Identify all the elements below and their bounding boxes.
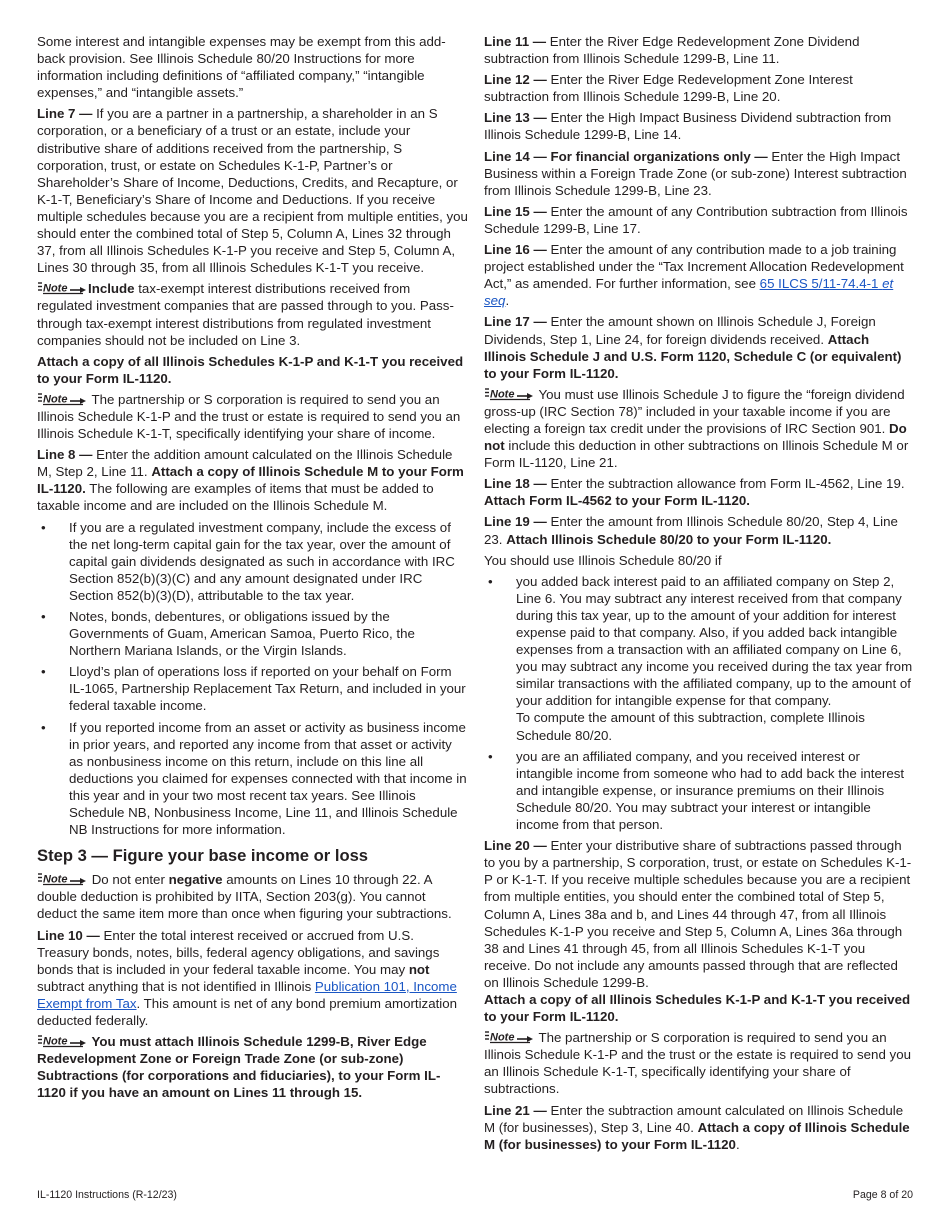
note-text: The partnership or S corporation is required to send you an Illinois Schedule K-1-P and the trust or the estate is required to send you an Illinois Schedule K-1-T, specifically identifying your share of subtractions. — [484, 1030, 911, 1097]
list-item: • If you reported income from an asset or activity as business income in prior years, and reported any income from that asset or activity as nonbusiness income on this return, include on this line all deductions you claimed for expenses connected with that income in this year and in your two most recent tax years. See Illinois Schedule NB, Nonbusiness Income, Line 11, and Illinois Schedule NB Instructions for more information. — [37, 719, 469, 839]
line-13-text: Enter the High Impact Business Dividend subtraction from Illinois Schedule 1299-B, Line 14. — [484, 110, 892, 143]
line-21-paragraph — [484, 1102, 914, 1153]
note-text-2: include this deduction in other subtractions on Illinois Schedule M or Form IL-1120, Line 21. — [484, 438, 909, 471]
line-15-label: Line 15 — — [484, 203, 547, 219]
line-14-label: Line 14 — For financial organizations only — — [484, 148, 768, 164]
schedule-8020-conditions-list — [484, 573, 914, 833]
line-17-paragraph — [484, 313, 914, 381]
line-10-text: Enter the total interest received or accrued from U.S. Treasury bonds, notes, bills, federal agency obligations, and savings bonds that is included in your federal taxable income. You may — [37, 927, 440, 977]
line-11-paragraph — [484, 33, 914, 67]
line-10-bold: not — [408, 961, 430, 977]
list-item: • you are an affiliated company, and you received interest or intangible income from someone who had to add back the interest and intangible expense, or insurance premiums on their Illinois Schedule 80/20. You may subtract your interest or intangible income from that person. — [484, 748, 914, 833]
note-text: tax-exempt interest distributions received from regulated investment companies that are passed through to you. Pass-through tax-exempt interest distributions from regulated investment companies should not be included on Line 3. — [37, 281, 454, 348]
line-8-label: Line 8 — — [37, 447, 93, 463]
note-paragraph — [37, 280, 469, 348]
line-21-end: . — [735, 1136, 740, 1152]
note-paragraph — [37, 1033, 469, 1101]
left-column — [37, 33, 469, 1105]
list-item-continuation: To compute the amount of this subtraction, complete Illinois Schedule 80/20. — [516, 710, 865, 743]
addition-examples-list — [37, 519, 469, 839]
note-paragraph — [484, 1029, 914, 1097]
line-21-label: Line 21 — — [484, 1102, 547, 1118]
note-icon — [37, 1033, 87, 1048]
line-20-paragraph — [484, 837, 914, 991]
line-18-attach: Attach Form IL-4562 to your Form IL-1120. — [484, 493, 750, 509]
line-19-paragraph — [484, 513, 914, 547]
note-icon — [484, 386, 534, 401]
line-17-attach: Attach Illinois Schedule J and U.S. Form 1120, Schedule C (or equivalent) to your Form IL-1120. — [484, 331, 902, 381]
line-8-paragraph — [37, 446, 469, 514]
list-item: • Notes, bonds, debentures, or obligations issued by the Governments of Guam, American Samoa, Puerto Rico, the Northern Mariana Islands, or the Virgin Islands. — [37, 608, 469, 659]
right-column — [484, 33, 914, 1157]
note-paragraph — [37, 391, 469, 442]
line-18-paragraph — [484, 475, 914, 509]
line-16-label: Line 16 — — [484, 242, 547, 258]
line-7-label: Line 7 — — [37, 106, 93, 122]
line-19-attach: Attach Illinois Schedule 80/20 to your Form IL-1120. — [506, 531, 832, 547]
line-11-text: Enter the River Edge Redevelopment Zone Dividend subtraction from Illinois Schedule 1299-B, Line 11. — [484, 34, 860, 67]
line-10-paragraph — [37, 927, 469, 1030]
note-bold: Do not — [484, 420, 907, 454]
line-10-text-2: subtract anything that is not identified in Illinois — [37, 978, 315, 994]
line-19-label: Line 19 — — [484, 514, 547, 530]
line-20-text: Enter your distributive share of subtractions passed through to you by a partnership, S corporation, trust, or estate on Schedules K-1-P or K-1-T. If you receive multiple schedules because you are a recipient from multiple entities, you should enter the combined total of Step 5, Column A, Lines 38a and b, and Lines 44 through 47, from all Illinois Schedules K-1-P you receive and Step 5, Column A, Lines 36a through 38 and Lines 41 through 45, from all Illinois Schedules K-1-T you receive. Do not include any amounts passed through that are reflected on Illinois Schedule 1299-B. — [484, 838, 912, 990]
line-20-label: Line 20 — — [484, 838, 547, 854]
list-item: • If you are a regulated investment company, include the excess of the net long-term capital gain for the tax year, over the amount of capital gain dividends designated as such in accordance with IRC Section 852(b)(3)(C) and any amount designated under IRC Section 852(b)(3)(D), attributable to the tax year. — [37, 519, 469, 604]
line-12-label: Line 12 — — [484, 72, 547, 88]
note-icon — [37, 280, 87, 295]
footer-form-id: IL-1120 Instructions (R-12/23) — [37, 1189, 177, 1201]
line-17-label: Line 17 — — [484, 314, 547, 330]
line-10-label: Line 10 — — [37, 927, 100, 943]
list-item: • Lloyd’s plan of operations loss if reported on your behalf on Form IL-1065, Partnership Replacement Tax Return, and included in your federal taxable income. — [37, 663, 469, 714]
line-19-text: Enter the amount from Illinois Schedule 80/20, Step 4, Line 23. — [484, 514, 898, 547]
note-icon — [37, 871, 87, 886]
line-16-text: Enter the amount of any contribution made to a job training project established under the “Tax Increment Allocation Redevelopment Act,” as amended. For further information, see — [484, 242, 904, 292]
line-12-paragraph — [484, 71, 914, 105]
line-18-label: Line 18 — — [484, 476, 547, 492]
use-schedule-8020-intro: You should use Illinois Schedule 80/20 if — [484, 552, 722, 568]
note-icon — [484, 1029, 534, 1044]
list-item-text: you added back interest paid to an affiliated company on Step 2, Line 6. You may subtract any interest received from that company during this tax year, up to the amount of your addition for interest expense paid to that company. Also, if you added back intangible expenses from a transaction with an affiliated company on Line 6, you may subtract any income you received during the tax year from similar transactions with the affiliated company, up to the amount of your addition for intangible expense for that company. — [516, 573, 913, 709]
note-bold: Include — [88, 281, 135, 297]
line-21-text: Enter the subtraction amount calculated on Illinois Schedule M (for businesses), Step 3, Line 40. — [484, 1102, 904, 1135]
line-8-attach: Attach a copy of Illinois Schedule M to your Form IL-1120. — [37, 464, 464, 497]
note-bold: negative — [168, 872, 223, 888]
step-3-heading: Step 3 — Figure your base income or loss — [37, 846, 369, 866]
footer-page-number: Page 8 of 20 — [852, 1189, 913, 1201]
line-18-text: Enter the subtraction allowance from Form IL-4562, Line 19. — [546, 476, 905, 492]
attach-k1-instruction: Attach a copy of all Illinois Schedules K-1-P and K-1-T you received to your Form IL-1120. — [484, 991, 911, 1025]
note-text: You must attach Illinois Schedule 1299-B, River Edge Redevelopment Zone or Foreign Trade Zone (or sub-zone) Subtractions (for corporations and fiduciaries), to your Form IL-1120 if you have an amount on Lines 11 through 15. — [37, 1034, 441, 1101]
line-15-text: Enter the amount of any Contribution subtraction from Illinois Schedule 1299-B, Line 17. — [484, 203, 908, 236]
line-15-paragraph — [484, 203, 914, 237]
line-8-text-2: The following are examples of items that must be added to taxable income and are included on the Illinois Schedule M. — [37, 481, 434, 514]
line-16-paragraph — [484, 241, 914, 309]
line-14-paragraph — [484, 148, 914, 199]
note-paragraph — [37, 871, 469, 922]
line-21-attach: Attach a copy of Illinois Schedule M (for businesses) to your Form IL-1120 — [484, 1119, 910, 1152]
line-8-text: Enter the addition amount calculated on the Illinois Schedule M, Step 2, Line 11. — [37, 447, 453, 480]
publication-101-link[interactable]: Publication 101, Income Exempt from Tax — [37, 978, 457, 1011]
ilcs-link-text: 65 ILCS 5/11-74.4-1 — [759, 276, 879, 292]
line-14-text: Enter the High Impact Business within a Foreign Trade Zone (or sub-zone) Interest subtraction from Illinois Schedule 1299-B, Line 23. — [484, 148, 907, 198]
line-7-paragraph — [37, 105, 469, 276]
line-11-label: Line 11 — — [484, 34, 547, 49]
line-10-text-3: . This amount is net of any bond premium amortization deducted federally. — [37, 995, 458, 1028]
line-7-text: If you are a partner in a partnership, a shareholder in an S corporation, or a beneficiary of a trust or an estate, include your distributive share of additions received from the partnership, S corporation, trust, or estate on Schedules K-1-P, Partner’s or Shareholder’s Share of Income, Deductions, Credits, and Recapture, or K-1-T, Beneficiary’s Share of Income and Deductions. If you receive multiple schedules because you are a recipient from multiple entities, you should enter the combined total of Step 5, Column A, Lines 32 through 37, from all Illinois Schedules K-1-P you receive and Step 5, Column A, Lines 30 through 35, from all Illinois Schedules K-1-T you receive. — [37, 106, 468, 276]
line-16-end: . — [505, 293, 510, 309]
note-text: You must use Illinois Schedule J to figure the “foreign dividend gross-up (IRC Section 78)” included in your taxable income if you are electing a foreign tax credit under the provisions of IRC Section 901. — [484, 386, 905, 436]
line-13-label: Line 13 — — [484, 110, 547, 126]
note-text-2: amounts on Lines 10 through 22. A double deduction is prohibited by IITA, Section 203(g). You cannot deduct the same item more than once when figuring your subtractions. — [37, 872, 452, 922]
note-icon — [37, 391, 87, 406]
intro-paragraph: Some interest and intangible expenses may be exempt from this add-back provision. See Illinois Schedule 80/20 Instructions for more information including definitions of “affiliated company,” “intangible expenses,” and “intangible assets.” — [37, 34, 446, 101]
note-paragraph — [484, 386, 914, 471]
note-text: The partnership or S corporation is required to send you an Illinois Schedule K-1-P and the trust or estate is required to send you an Illinois Schedule K-1-T, specifically identifying your share of income. — [37, 391, 461, 442]
note-text: Do not enter — [88, 872, 169, 888]
line-12-text: Enter the River Edge Redevelopment Zone Interest subtraction from Illinois Schedule 1299-B, Line 20. — [484, 72, 853, 105]
ilcs-link-et-seq: et seq — [484, 276, 894, 309]
attach-k1-instruction: Attach a copy of all Illinois Schedules K-1-P and K-1-T you received to your Form IL-1120. — [37, 353, 464, 386]
line-13-paragraph — [484, 109, 914, 143]
line-17-text: Enter the amount shown on Illinois Schedule J, Foreign Dividends, Step 1, Line 24, for foreign dividends received. — [484, 314, 876, 347]
list-item — [484, 573, 914, 744]
